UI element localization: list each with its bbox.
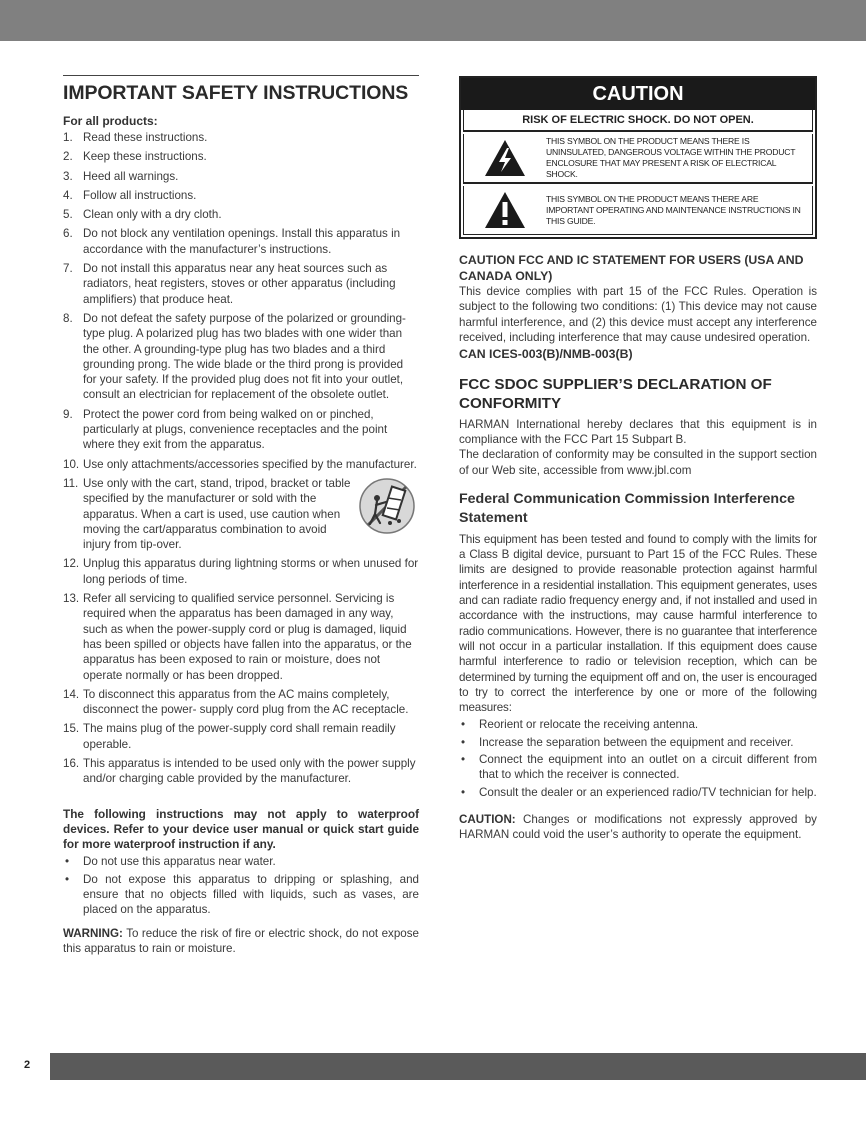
list-item: 9. Protect the power cord from being walked on or pinched, particularly at plugs, convenience receptacles and the point where they exit from the apparatus. <box>63 407 388 452</box>
list-item: 8. Do not defeat the safety purpose of the polarized or grounding-type plug. A polarized plug has two blades with one wider than the other. A grounding-type plug has two blades and a third grounding prong. The wide blade or the third prong is provided for your safety. If the provided plug does not fit into your outlet, consult an electrician for replacement of the obsolete outlet. <box>63 311 406 402</box>
list-item: 13. Refer all servicing to qualified service personnel. Servicing is required when the apparatus has been damaged in any way, such as when the power-supply cord or plug is damaged, liquid has been spilled or objects have fallen into the apparatus, or the apparatus has been exposed to rain or moisture, does not operate normally or has been dropped. <box>63 592 412 682</box>
list-item: • Do not expose this apparatus to dripping or splashing, and ensure that no objects filled with liquids, such as vases, are placed on the apparatus. <box>65 872 419 917</box>
caution-instructions-text: THIS SYMBOL ON THE PRODUCT MEANS THERE ARE IMPORTANT OPERATING AND MAINTENANCE INSTRUCTIONS IN THIS GUIDE. <box>546 193 801 226</box>
warning-paragraph <box>63 926 419 957</box>
list-item: • Reorient or relocate the receiving antenna. <box>461 718 699 732</box>
caution-title: CAUTION <box>461 78 815 110</box>
caution-subtitle: RISK OF ELECTRIC SHOCK. DO NOT OPEN. <box>463 110 813 132</box>
list-item: 11. Use only with the cart, stand, tripod, bracket or table specified by the manufacturer or sold with the apparatus. When a cart is used, use caution when moving the cart/apparatus combination to avoid injury from tip-over. <box>63 476 419 552</box>
list-item: 14. To disconnect this apparatus from the AC mains completely, disconnect the power- supply cord plug from the AC receptacle. <box>63 687 409 717</box>
page-number: 2 <box>24 1059 31 1071</box>
safety-instructions-list <box>63 130 419 787</box>
caution-row-instructions <box>463 186 813 235</box>
sdoc-heading: FCC SDOC SUPPLIER’S DECLARATION OF CONFORMITY <box>459 375 772 412</box>
fed-text: This equipment has been tested and found to comply with the limits for a Class B digital device, pursuant to Part 15 of the FCC Rules. These limits are designed to provide reasonable protection against harmful interference in a residential installation. This equipment generates, uses and can radiate radio frequency energy and, if not installed and used in accordance with the instructions, may cause harmful interference to radio communications. However, there is no guarantee that interference will not occur in a particular installation. If this equipment does cause harmful interference to radio or television reception, which can be determined by turning the equipment off and on, the user is encouraged to try to correct the interference by one or more of the following measures: <box>459 532 817 715</box>
list-item: 10. Use only attachments/accessories specified by the manufacturer. <box>63 457 417 471</box>
list-item: 4. Follow all instructions. <box>63 188 197 202</box>
waterproof-note: The following instructions may not apply to waterproof devices. Refer to your device user manual or quick start guide for more waterproof instruction if any. <box>63 806 419 852</box>
warning-text: To reduce the risk of fire or electric shock, do not expose this apparatus to rain or moisture. <box>63 926 419 955</box>
title-rule <box>63 75 419 76</box>
caution-paragraph <box>459 812 817 843</box>
list-item: • Do not use this apparatus near water. <box>65 855 276 869</box>
list-item: 1. Read these instructions. <box>63 131 208 144</box>
caution-label: CAUTION: <box>459 812 516 826</box>
list-item: 12. Unplug this apparatus during lightning storms or when unused for long periods of time. <box>63 557 419 586</box>
fcc-ic-text: This device complies with part 15 of the FCC Rules. Operation is subject to the following two conditions: (1) This device may not cause harmful interference, and (2) this device must accept any interference received, including interference that may cause undesired operation. <box>459 285 817 344</box>
lightning-triangle-icon <box>483 138 527 178</box>
warning-label: WARNING: <box>63 926 123 940</box>
can-ices-label: CAN ICES-003(B)/NMB-003(B) <box>459 347 633 362</box>
list-item: 7. Do not install this apparatus near any heat sources such as radiators, heat registers, stoves or other apparatus (including amplifiers) that produce heat. <box>63 262 396 306</box>
fcc-ic-heading: CAUTION FCC AND IC STATEMENT FOR USERS (USA AND CANADA ONLY) <box>459 253 804 283</box>
footer-band <box>50 1053 866 1080</box>
caution-text: Changes or modifications not expressly approved by HARMAN could void the user’s authority to operate the equipment. <box>459 812 817 842</box>
left-column <box>63 75 419 956</box>
waterproof-bullets <box>63 854 419 917</box>
for-all-products-label: For all products: <box>63 114 158 128</box>
list-item: • Increase the separation between the equipment and receiver. <box>461 735 794 749</box>
fed-heading: Federal Communication Commission Interference Statement <box>459 490 795 526</box>
caution-row-shock <box>463 134 813 184</box>
fed-bullets <box>459 717 817 799</box>
list-item: 5. Clean only with a dry cloth. <box>63 208 222 222</box>
list-item: 15. The mains plug of the power-supply cord shall remain readily operable. <box>63 722 396 751</box>
cart-tipover-icon <box>357 476 417 536</box>
list-item: 2. Keep these instructions. <box>63 150 207 164</box>
list-item: • Consult the dealer or an experienced radio/TV technician for help. <box>461 785 817 799</box>
right-column <box>459 76 817 843</box>
exclamation-triangle-icon <box>483 190 527 230</box>
caution-shock-text: THIS SYMBOL ON THE PRODUCT MEANS THERE IS UNINSULATED, DANGEROUS VOLTAGE WITHIN THE PRODUCT ENCLOSURE THAT MAY PRESENT A RISK OF ELECTRICAL SHOCK. <box>546 136 796 179</box>
sdoc-paragraph-2: The declaration of conformity may be consulted in the support section of our Web site, accessible from www.jbl.com <box>459 448 817 477</box>
caution-box <box>459 76 817 239</box>
page-title: IMPORTANT SAFETY INSTRUCTIONS <box>63 82 409 104</box>
list-item: 3. Heed all warnings. <box>63 169 179 183</box>
sdoc-paragraph-1: HARMAN International hereby declares that this equipment is in compliance with the FCC Part 15 Subpart B. <box>459 417 817 446</box>
list-item: 16. This apparatus is intended to be used only with the power supply and/or charging cable provided by the manufacturer. <box>63 756 416 786</box>
list-item: • Connect the equipment into an outlet on a circuit different from that to which the receiver is connected. <box>461 753 817 782</box>
header-band <box>0 0 866 41</box>
list-item: 6. Do not block any ventilation openings. Install this apparatus in accordance with the manufacturer’s instructions. <box>63 227 401 256</box>
